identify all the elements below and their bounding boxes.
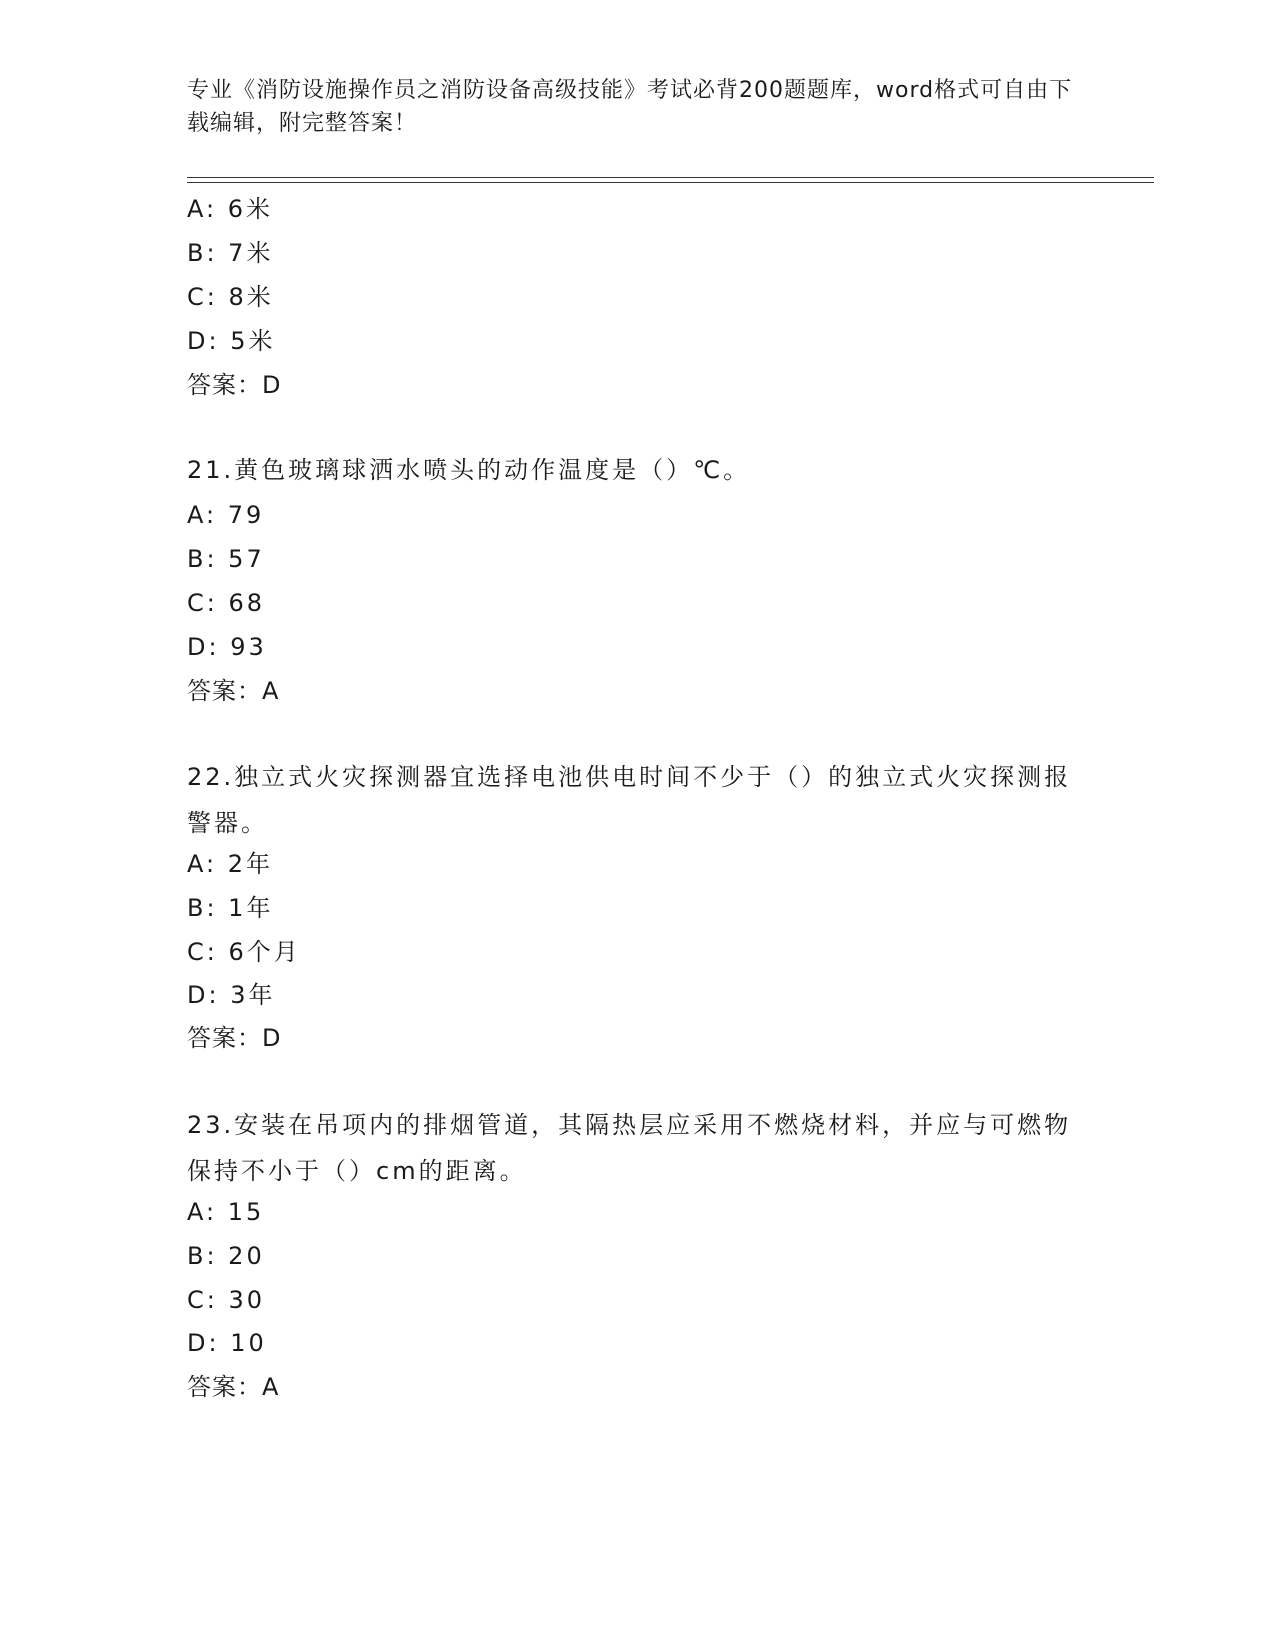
option-d: D: 5米 [187,327,276,355]
option-a: A: 2年 [187,850,273,878]
answer-line: 答案：D [187,1024,282,1052]
question-stem: 21.黄色玻璃球洒水喷头的动作温度是（）℃。 [187,456,751,484]
question-stem: 23.安装在吊项内的排烟管道，其隔热层应采用不燃烧材料，并应与可燃物保持不小于（）cm的距离。 [187,1111,1072,1185]
header-divider-top [187,177,1154,178]
option-b: B: 20 [187,1242,265,1270]
option-b: B: 1年 [187,894,274,922]
option-d: D: 10 [187,1329,267,1357]
option-c: C: 6个月 [187,938,301,966]
option-a: A: 6米 [187,195,273,223]
option-c: C: 68 [187,589,266,617]
option-c: C: 30 [187,1286,266,1314]
option-c: C: 8米 [187,283,274,311]
answer-line: 答案：A [187,1373,280,1401]
option-a: A: 79 [187,501,265,529]
document-header: 专业《消防设施操作员之消防设备高级技能》考试必背200题题库，word格式可自由下载编辑，附完整答案！ [187,78,1073,136]
question-stem: 22.独立式火灾探测器宜选择电池供电时间不少于（）的独立式火灾探测报警器。 [187,763,1072,837]
option-b: B: 57 [187,545,265,573]
answer-line: 答案：A [187,677,280,705]
header-divider-bottom [187,182,1154,183]
answer-line: 答案：D [187,371,282,399]
option-a: A: 15 [187,1198,265,1226]
option-d: D: 93 [187,633,267,661]
option-b: B: 7米 [187,239,274,267]
option-d: D: 3年 [187,981,276,1009]
